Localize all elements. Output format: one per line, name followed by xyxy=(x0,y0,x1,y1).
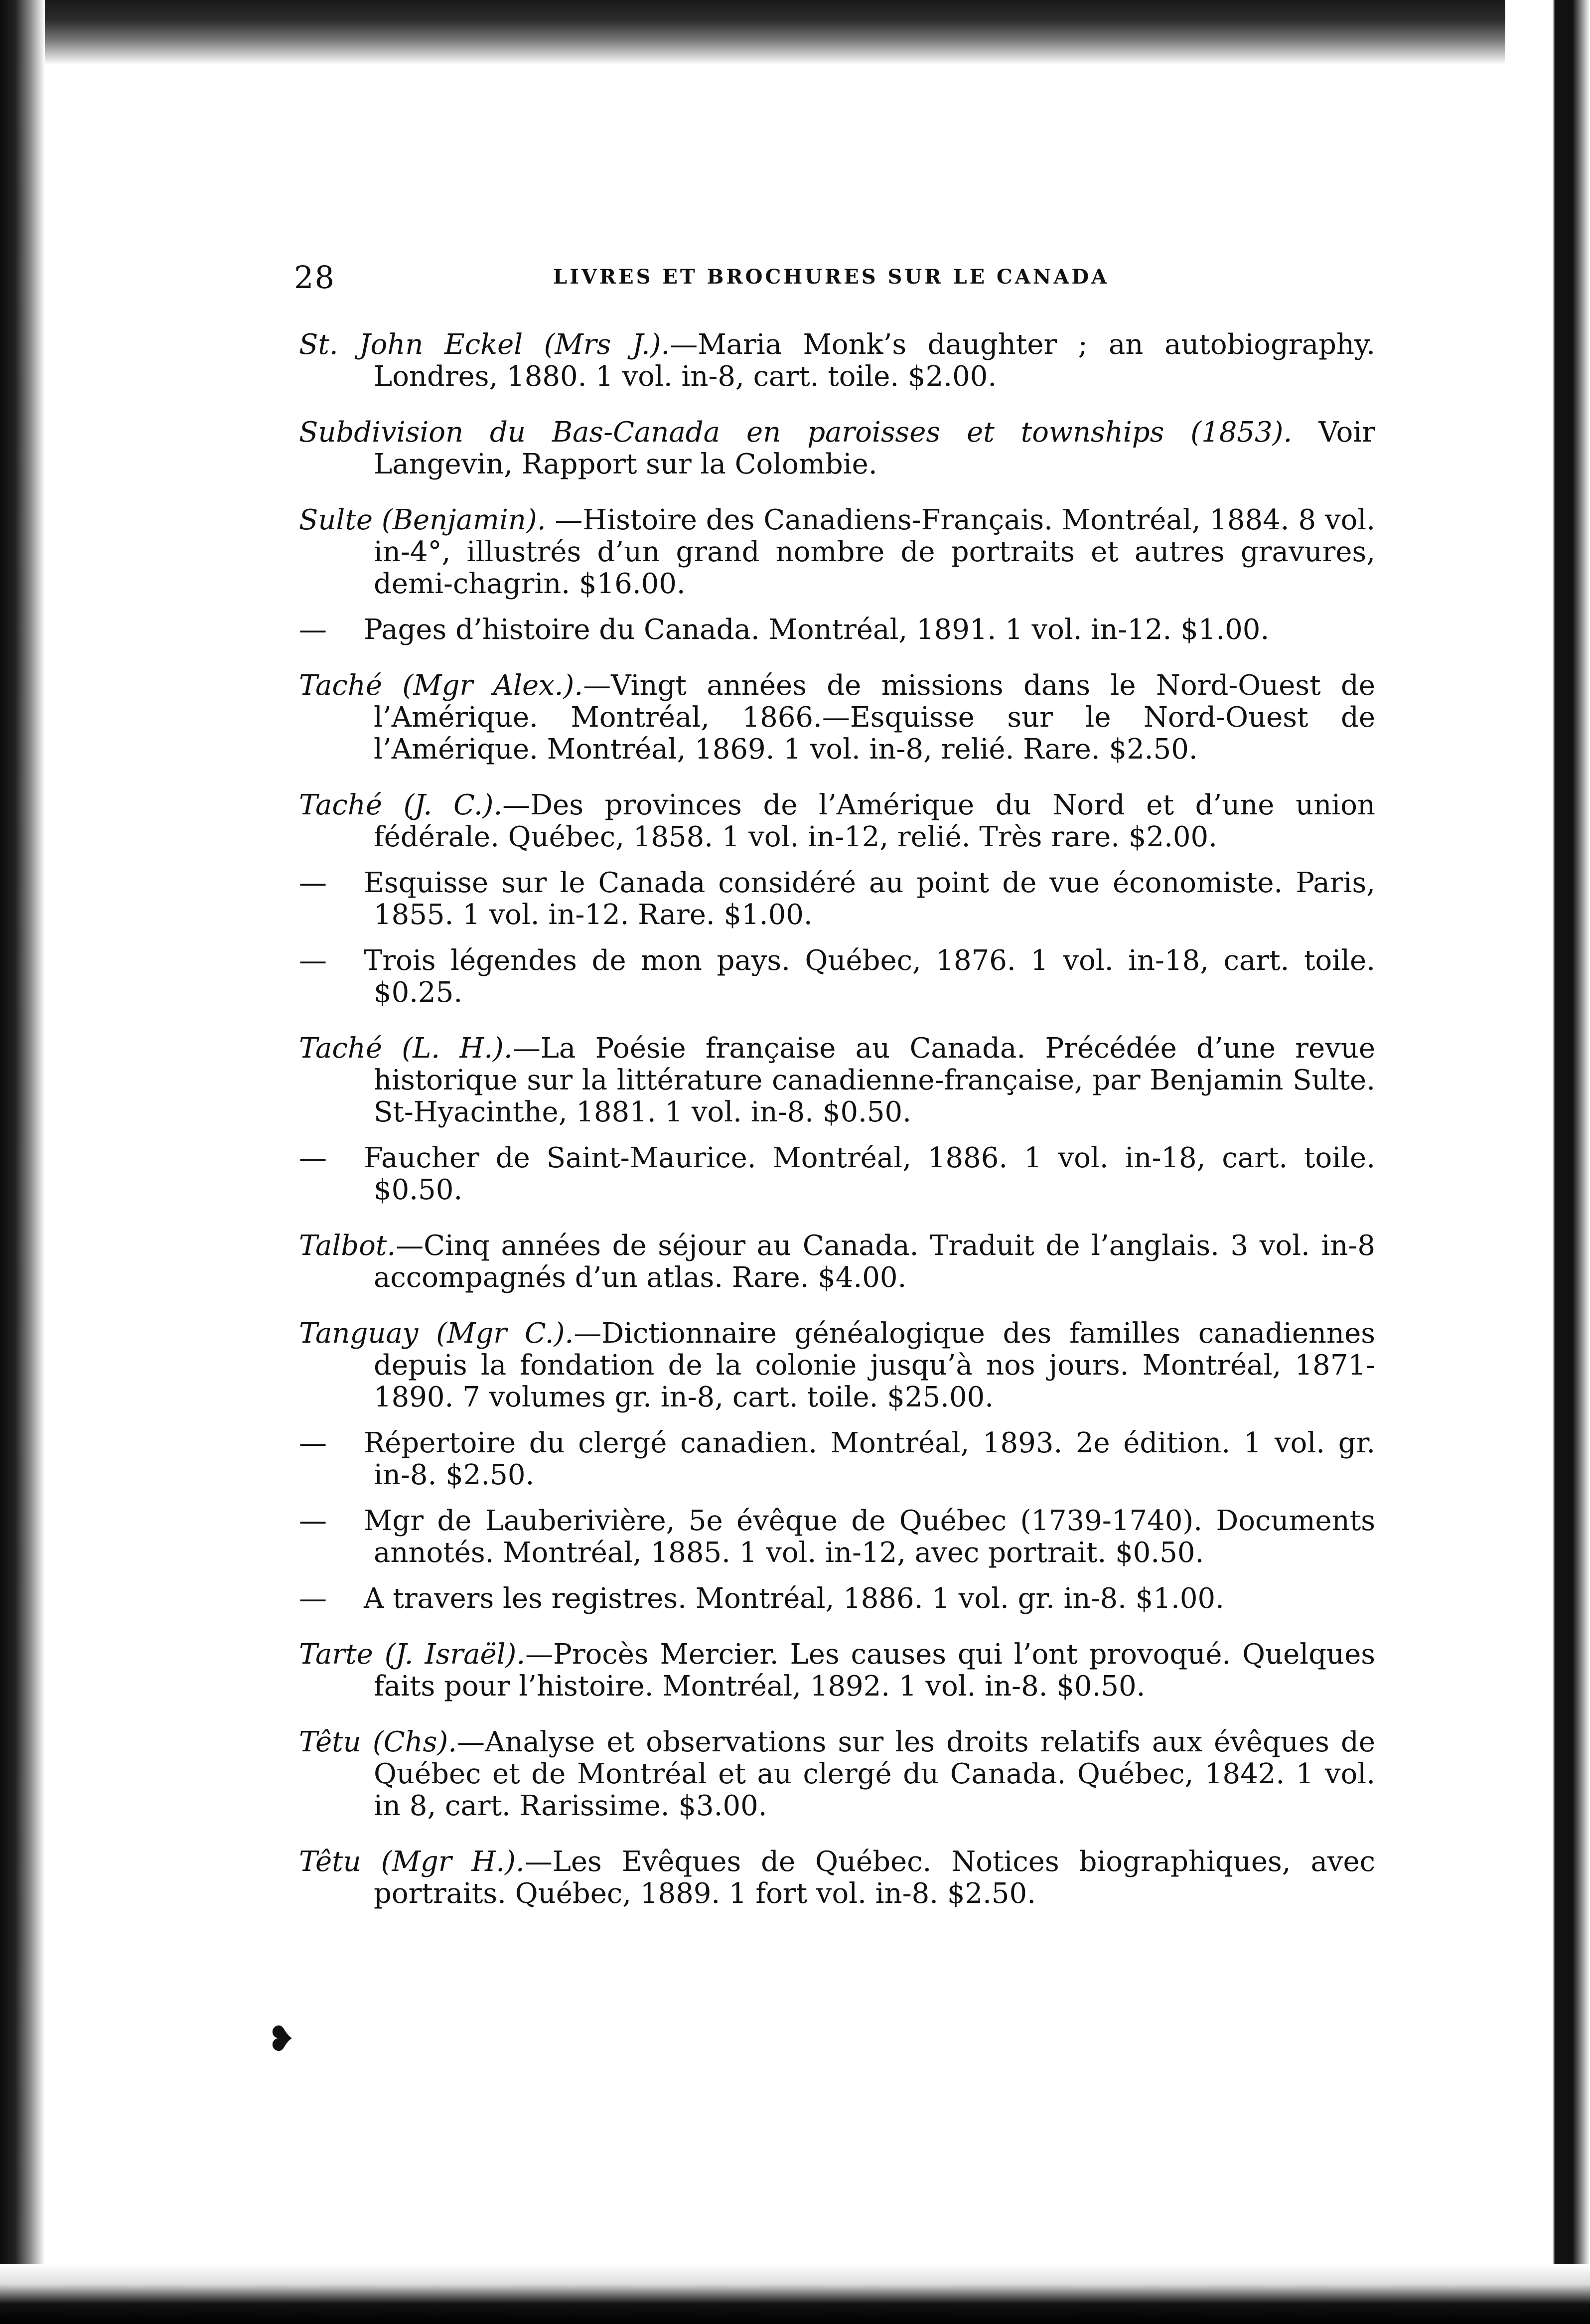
bibliography-entry xyxy=(299,1033,1375,1128)
ditto-dash xyxy=(299,867,364,899)
bibliography-list xyxy=(299,329,1375,1910)
entry-continuation xyxy=(299,1427,1375,1491)
bibliography-entry xyxy=(299,789,1375,853)
entry-text: Répertoire du clergé canadien. Montréal, 1893. 2e édition. 1 vol. gr. in-8. $2.50. xyxy=(364,1427,1375,1491)
entry-continuation xyxy=(299,1142,1375,1206)
entry-text: —Dictionnaire généalogique des familles canadiennes depuis la fondation de la colonie jusqu’à nos jours. Montréal, 1871-1890. 7 volumes gr. in-8, cart. toile. $25.00. xyxy=(374,1317,1376,1413)
bibliography-entry xyxy=(299,417,1375,480)
entry-author: Taché (L. H.). xyxy=(299,1032,513,1065)
entry-text: —Analyse et observations sur les droits relatifs aux évêques de Québec et de Montréal et au clergé du Canada. Québec, 1842. 1 vol. in 8, cart. Rarissime. $3.00. xyxy=(374,1726,1375,1822)
ditto-dash xyxy=(299,1142,364,1174)
entry-author: Têtu (Chs). xyxy=(299,1726,457,1758)
running-head xyxy=(294,259,1375,314)
entry-author: St. John Eckel (Mrs J.). xyxy=(299,328,670,361)
page-number: 28 xyxy=(294,259,335,296)
running-title: LIVRES ET BROCHURES SUR LE CANADA xyxy=(553,265,1110,289)
entry-continuation xyxy=(299,614,1375,646)
margin-mark: ❥ xyxy=(267,2018,296,2059)
bibliography-entry xyxy=(299,1230,1375,1294)
bibliography-entry xyxy=(299,1846,1375,1910)
bibliography-entry xyxy=(299,1318,1375,1413)
entry-text: Voir Langevin, Rapport sur la Colombie. xyxy=(374,416,1375,480)
scan-edge-right xyxy=(1505,0,1590,2324)
entry-continuation xyxy=(299,945,1375,1009)
ditto-dash xyxy=(299,945,364,977)
entry-text: A travers les registres. Montréal, 1886. 1 vol. gr. in-8. $1.00. xyxy=(364,1582,1224,1615)
ditto-dash xyxy=(299,614,364,646)
entry-continuation xyxy=(299,1505,1375,1569)
scan-edge-bottom xyxy=(0,2264,1590,2324)
entry-text: —Des provinces de l’Amérique du Nord et d’une union fédérale. Québec, 1858. 1 vol. in-12, relié. Très rare. $2.00. xyxy=(374,789,1375,853)
entry-text: —La Poésie française au Canada. Précédée d’une revue historique sur la littérature canadienne-française, par Benjamin Sulte. St-Hyacinthe, 1881. 1 vol. in-8. $0.50. xyxy=(374,1032,1375,1128)
entry-text: Mgr de Lauberivière, 5e évêque de Québec (1739-1740). Documents annotés. Montréal, 1885. 1 vol. in-12, avec portrait. $0.50. xyxy=(364,1505,1375,1569)
entry-text: Pages d’histoire du Canada. Montréal, 1891. 1 vol. in-12. $1.00. xyxy=(364,614,1270,646)
scan-edge-top xyxy=(0,0,1590,65)
bibliography-entry xyxy=(299,1726,1375,1822)
ditto-dash xyxy=(299,1583,364,1615)
entry-text: Esquisse sur le Canada considéré au point de vue économiste. Paris, 1855. 1 vol. in-12. Rare. $1.00. xyxy=(364,867,1375,931)
entry-author: Tarte (J. Israël). xyxy=(299,1638,526,1671)
entry-text: —Maria Monk’s daughter ; an autobiography. Londres, 1880. 1 vol. in-8, cart. toile. $2.00. xyxy=(374,328,1376,393)
entry-continuation xyxy=(299,1583,1375,1615)
scan-edge-left xyxy=(0,0,45,2324)
bibliography-entry xyxy=(299,1639,1375,1703)
entry-text: —Histoire des Canadiens-Français. Montréal, 1884. 8 vol. in-4°, illustrés d’un grand nombre de portraits et autres gravures, demi-chagrin. $16.00. xyxy=(374,504,1375,600)
entry-author: Tanguay (Mgr C.). xyxy=(299,1317,574,1350)
entry-text: —Cinq années de séjour au Canada. Traduit de l’anglais. 3 vol. in-8 accompagnés d’un atlas. Rare. $4.00. xyxy=(374,1230,1375,1294)
entry-author: Taché (J. C.). xyxy=(299,789,503,821)
bibliography-entry xyxy=(299,504,1375,600)
entry-text: —Les Evêques de Québec. Notices biographiques, avec portraits. Québec, 1889. 1 fort vol. in-8. $2.50. xyxy=(374,1846,1376,1910)
bibliography-entry xyxy=(299,670,1375,766)
entry-continuation xyxy=(299,867,1375,931)
entry-text: —Procès Mercier. Les causes qui l’ont provoqué. Quelques faits pour l’histoire. Montréal, 1892. 1 vol. in-8. $0.50. xyxy=(374,1638,1375,1703)
ditto-dash xyxy=(299,1427,364,1459)
entry-text: Faucher de Saint-Maurice. Montréal, 1886. 1 vol. in-18, cart. toile. $0.50. xyxy=(364,1142,1375,1206)
page-body xyxy=(294,259,1376,1934)
ditto-dash xyxy=(299,1505,364,1537)
entry-author: Têtu (Mgr H.). xyxy=(299,1846,525,1878)
entry-text: Trois légendes de mon pays. Québec, 1876. 1 vol. in-18, cart. toile. $0.25. xyxy=(364,944,1375,1009)
bibliography-entry xyxy=(299,329,1375,393)
entry-author: Sulte (Benjamin). xyxy=(299,504,546,536)
entry-text: —Vingt années de missions dans le Nord-Ouest de l’Amérique. Montréal, 1866.—Esquisse sur le Nord-Ouest de l’Amérique. Montréal, 1869. 1 vol. in-8, relié. Rare. $2.50. xyxy=(374,669,1376,766)
entry-author: Taché (Mgr Alex.). xyxy=(299,669,583,702)
entry-author: Talbot. xyxy=(299,1230,396,1262)
entry-author: Subdivision du Bas-Canada en paroisses et townships (1853). xyxy=(299,416,1293,449)
